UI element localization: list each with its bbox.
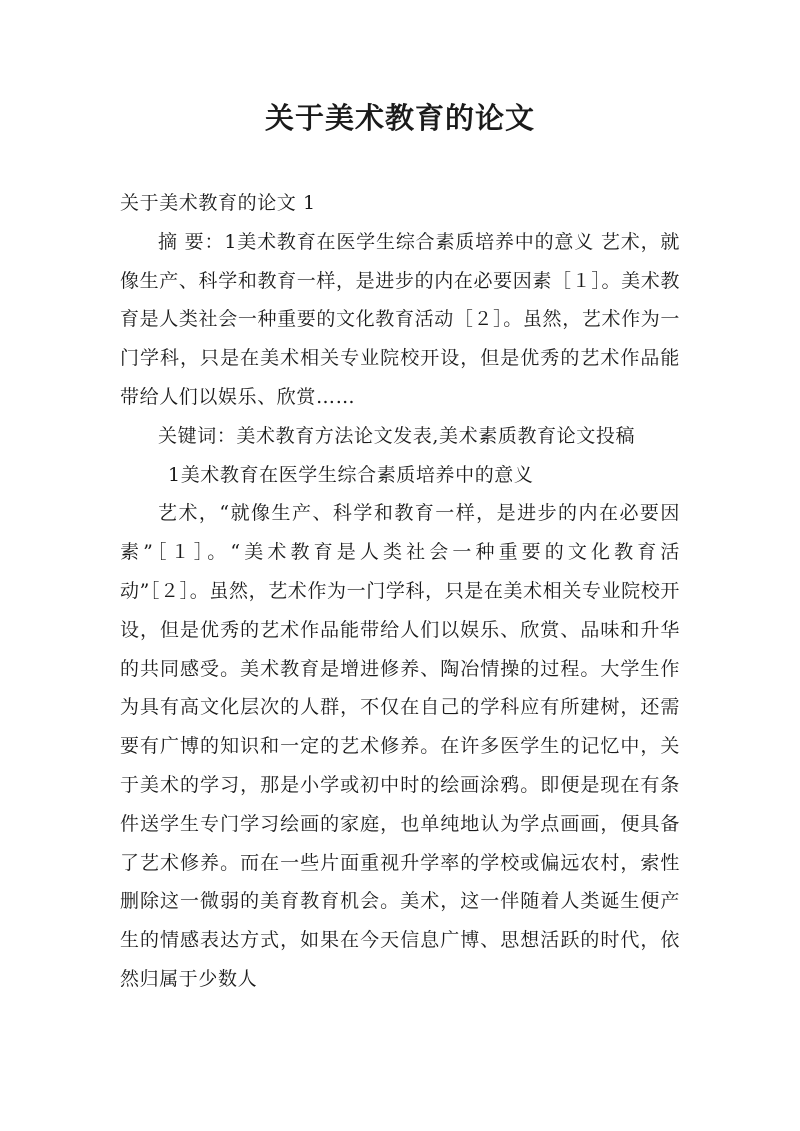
document-title: 关于美术教育的论文 [264,101,535,135]
section-heading: 1美术教育在医学生综合素质培养中的意义 [168,463,534,486]
body-paragraph: 艺术，“就像生产、科学和教育一样，是进步的内在必要因素”［１］。“美术教育是人类社会一种重要的文化教育活动”［２］。虽然，艺术作为一门学科，只是在美术相关专业院校开设，但是优秀的艺术作品能带给人们以娱乐、欣赏、品味和升华的共同感受。美术教育是增进修养、陶冶情操的过程。大学生作为具有高文化层次的人群，不仅在自己的学科应有所建树，还需要有广博的知识和一定的艺术修养。在许多医学生的记忆中，关于美术的学习，那是小学或初中时的绘画涂鸦。即便是现在有条件送学生专门学习绘画的家庭，也单纯地认为学点画画，便具备了艺术修养。而在一些片面重视升学率的学校或偏远农村，索性删除这一微弱的美育教育机会。美术，这一伴随着人类诞生便产生的情感表达方式，如果在今天信息广博、思想活跃的时代，依然归属于少数人 [120,502,680,990]
keywords-paragraph: 关键词：美术教育方法论文发表,美术素质教育论文投稿 [158,424,636,447]
document-body [120,184,680,999]
document-subtitle: 关于美术教育的论文 1 [120,192,316,214]
abstract-paragraph: 摘 要：1美术教育在医学生综合素质培养中的意义 艺术，就像生产、科学和教育一样，是进步的内在必要因素［１］。美术教育是人类社会一种重要的文化教育活动［２］。虽然，艺术作为一门学科，只是在美术相关专业院校开设，但是优秀的艺术作品能带给人们以娱乐、欣赏…… [120,230,680,408]
